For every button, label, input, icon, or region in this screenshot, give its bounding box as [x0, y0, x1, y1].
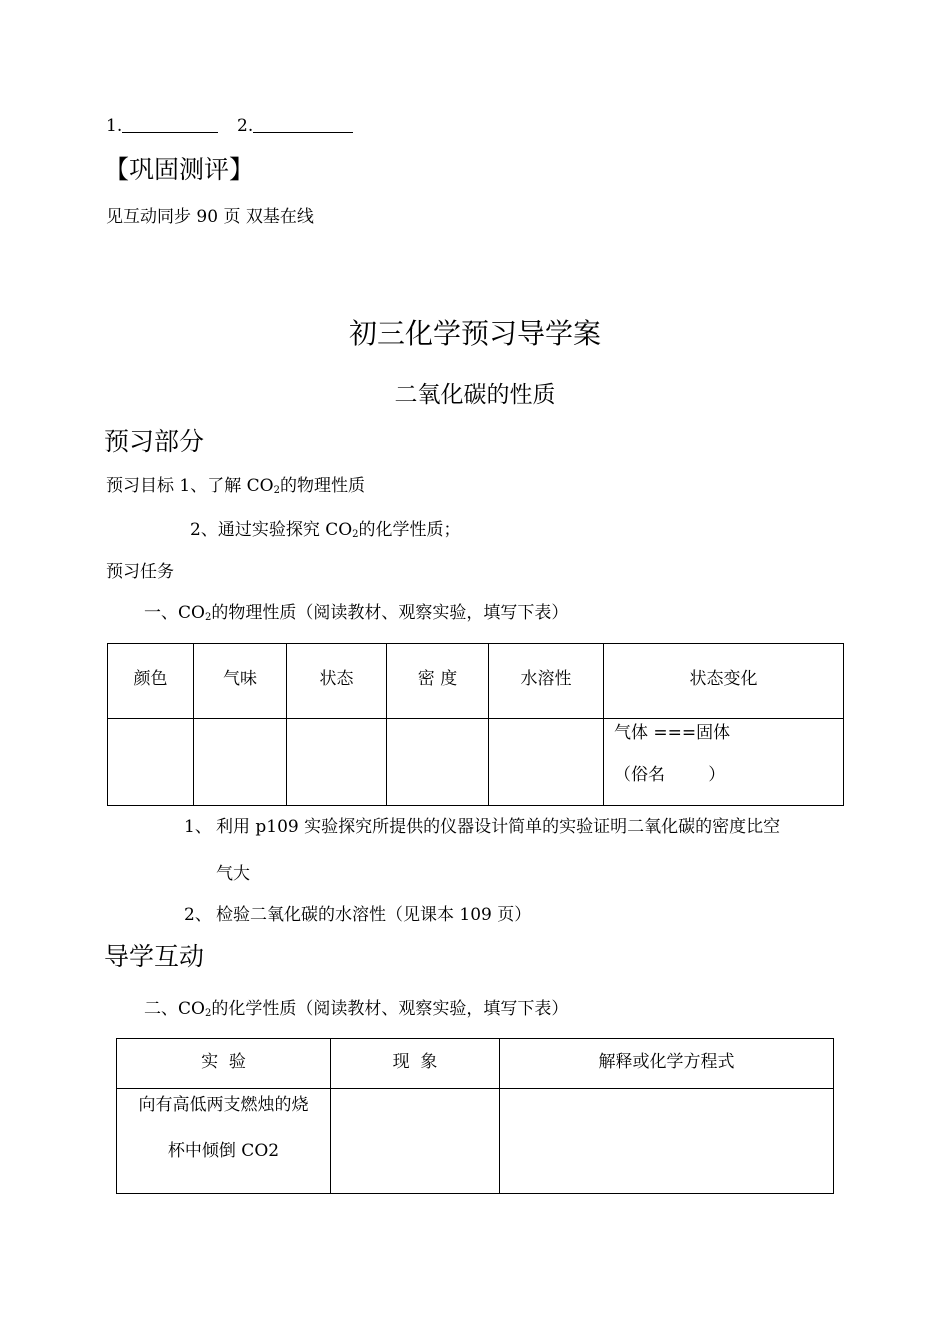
cell-state[interactable] — [287, 719, 387, 806]
cell-color[interactable] — [108, 719, 194, 806]
header-state: 状态 — [287, 644, 387, 719]
state-change-line-2: （俗名 ） — [614, 765, 726, 785]
task-1-prefix: 一、CO — [144, 603, 205, 623]
blank-1-label: 1. — [106, 116, 123, 136]
cell-density[interactable] — [387, 719, 489, 806]
goal-2-prefix: 2、通过实验探究 CO — [190, 520, 353, 540]
cell-state-change[interactable] — [604, 719, 844, 806]
header-density: 密 度 — [387, 644, 489, 719]
physical-properties-table — [107, 643, 844, 806]
goal-2-sub: 2 — [352, 529, 359, 540]
guide-heading: 导学互动 — [104, 942, 205, 971]
blank-1 — [122, 116, 218, 133]
chemical-properties-table — [116, 1038, 834, 1194]
experiment-1-line-2: 气大 — [216, 864, 250, 884]
blank-2 — [253, 116, 353, 133]
fill-in-line — [106, 116, 353, 136]
header-experiment: 实 验 — [117, 1039, 331, 1089]
phenomenon-cell-1[interactable] — [331, 1089, 500, 1194]
cell-solubility[interactable] — [489, 719, 604, 806]
experiment-2-number: 2、 — [184, 905, 212, 925]
task-2-suffix: 的化学性质（阅读教材、观察实验，填写下表） — [211, 999, 569, 1019]
header-state-change: 状态变化 — [604, 644, 844, 719]
blank-2-label: 2. — [237, 116, 254, 136]
task-2-sub: 2 — [204, 1008, 212, 1019]
header-odor: 气味 — [194, 644, 287, 719]
experiment-cell-1 — [117, 1089, 331, 1194]
preview-heading: 预习部分 — [104, 427, 205, 456]
section-title-consolidation: 【巩固测评】 — [104, 155, 255, 184]
reference-text: 见互动同步 90 页 双基在线 — [106, 207, 314, 227]
cell-odor[interactable] — [194, 719, 287, 806]
state-change-line-1: 气体 ===固体 — [614, 723, 731, 743]
header-color: 颜色 — [108, 644, 194, 719]
goal-1 — [106, 471, 365, 496]
header-phenomenon: 现 象 — [331, 1039, 500, 1089]
goal-1-sub: 2 — [273, 485, 280, 496]
experiment-row-1-line-2: 杯中倾倒 CO2 — [167, 1141, 280, 1161]
page-title: 初三化学预习导学案 — [348, 317, 601, 350]
experiment-1-line-1: 利用 p109 实验探究所提供的仪器设计简单的实验证明二氧化碳的密度比空 — [216, 817, 781, 837]
explanation-cell-1[interactable] — [500, 1089, 834, 1194]
page-subtitle: 二氧化碳的性质 — [394, 382, 556, 408]
task-2 — [144, 994, 568, 1019]
experiment-row-1-line-1: 向有高低两支燃烛的烧 — [138, 1095, 309, 1115]
goal-2-suffix: 的化学性质； — [358, 520, 461, 540]
experiment-1-number: 1、 — [184, 817, 212, 837]
goal-1-prefix: 预习目标 1、了解 CO — [106, 476, 274, 496]
task-2-prefix: 二、CO — [144, 999, 205, 1019]
task-1-suffix: 的物理性质（阅读教材、观察实验，填写下表） — [211, 603, 569, 623]
task-1-sub: 2 — [204, 612, 212, 623]
task-label: 预习任务 — [106, 562, 174, 582]
goal-2 — [190, 515, 461, 540]
goal-1-suffix: 的物理性质 — [279, 476, 365, 496]
header-solubility: 水溶性 — [489, 644, 604, 719]
experiment-2-text: 检验二氧化碳的水溶性（见课本 109 页） — [216, 905, 532, 925]
header-explanation: 解释或化学方程式 — [500, 1039, 834, 1089]
task-1 — [144, 598, 568, 623]
